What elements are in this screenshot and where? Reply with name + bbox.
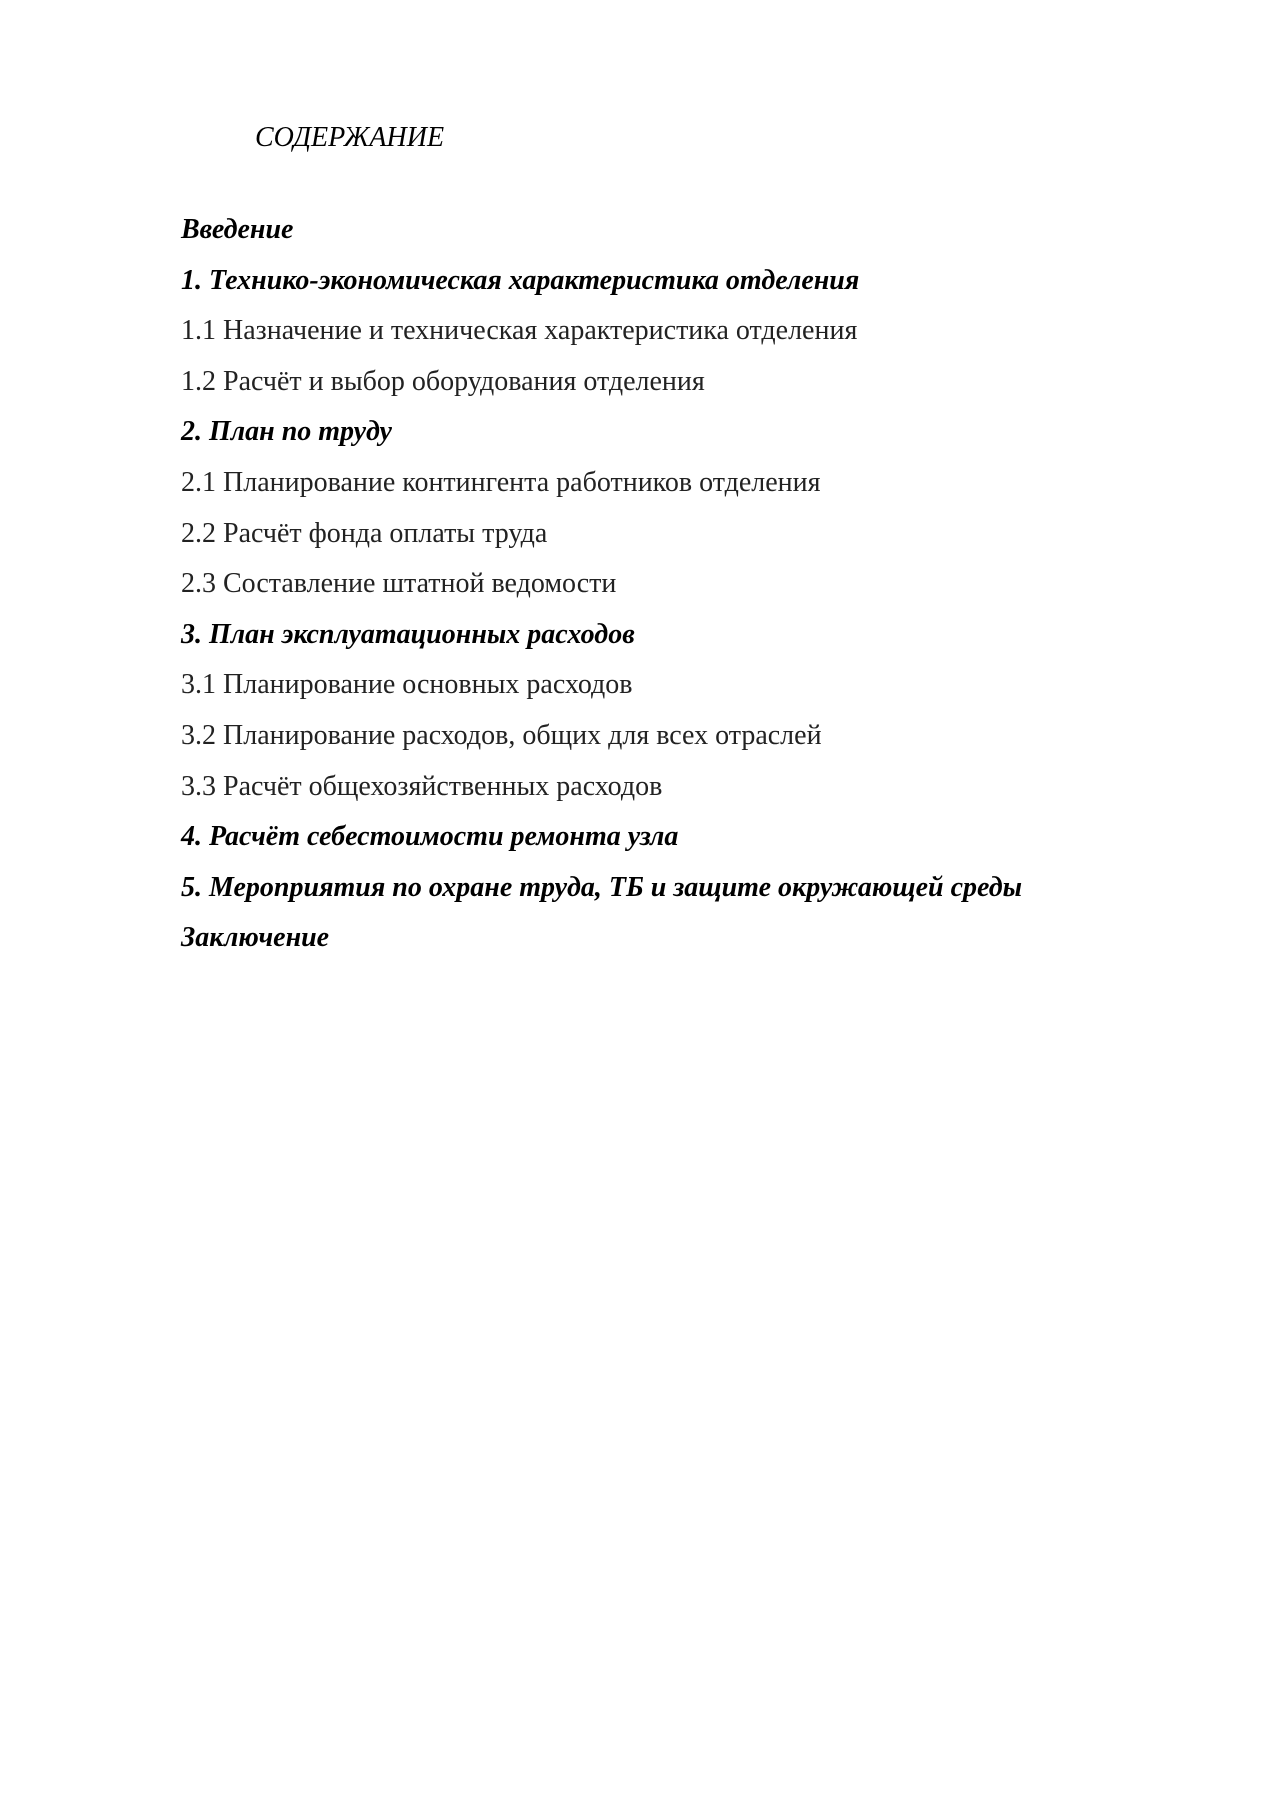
toc-entry-introduction: Введение <box>181 214 294 245</box>
toc-entry-section-5: 5. Мероприятия по охране труда, ТБ и защите окружающей среды <box>181 871 1023 903</box>
toc-entry-subsection-3-2: 3.2 Планирование расходов, общих для всех отраслей <box>181 719 822 751</box>
toc-entry-subsection-3-1: 3.1 Планирование основных расходов <box>181 669 633 701</box>
toc-entry-subsection-1-2: 1.2 Расчёт и выбор оборудования отделения <box>181 365 705 397</box>
toc-entry-conclusion: Заключение <box>181 922 330 954</box>
toc-heading: СОДЕРЖАНИЕ <box>255 122 445 153</box>
toc-entry-subsection-2-3: 2.3 Составление штатной ведомости <box>181 568 617 600</box>
toc-entry-section-1: 1. Технико-экономическая характеристика отделения <box>181 264 860 296</box>
toc-entry-subsection-1-1: 1.1 Назначение и техническая характеристика отделения <box>181 315 858 347</box>
toc-entry-section-3: 3. План эксплуатационных расходов <box>181 618 635 650</box>
toc-entry-subsection-2-1: 2.1 Планирование контингента работников отделения <box>181 466 821 498</box>
toc-entry-subsection-2-2: 2.2 Расчёт фонда оплаты труда <box>181 517 548 549</box>
toc-entry-subsection-3-3: 3.3 Расчёт общехозяйственных расходов <box>181 770 663 802</box>
toc-list <box>181 210 1181 969</box>
toc-entry-section-2: 2. План по труду <box>181 416 392 448</box>
toc-entry-section-4: 4. Расчёт себестоимости ремонта узла <box>181 821 679 853</box>
